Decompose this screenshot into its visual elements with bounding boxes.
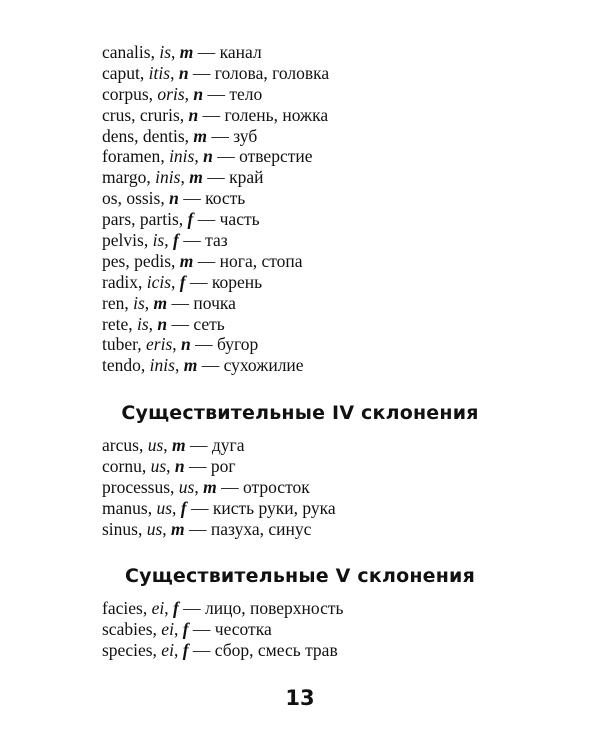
entry-gender: f <box>182 618 189 639</box>
entry-translation: край <box>229 167 264 188</box>
entry-lemma: processus <box>102 476 171 497</box>
entry-genitive: ossis <box>126 188 161 209</box>
entry-translation: голова, головка <box>214 62 330 83</box>
entry-genitive: is <box>136 313 149 334</box>
entry-translation: сбор, смесь трав <box>214 639 338 660</box>
entry-genitive: inis <box>149 355 175 376</box>
dictionary-entry: canalis, is, m — канал <box>102 42 262 62</box>
entry-genitive: partis <box>139 209 179 230</box>
entry-translation: тело <box>229 83 263 104</box>
entry-gender: n <box>174 455 185 476</box>
dictionary-entry: scabies, ei, f — чесотка <box>102 618 272 639</box>
entry-gender: f <box>187 209 194 230</box>
entry-gender: m <box>171 518 185 539</box>
dictionary-entry: facies, ei, f — лицо, поверхность <box>102 598 344 618</box>
dictionary-entry: pars, partis, f — часть <box>102 209 260 230</box>
entry-translation: чесотка <box>214 618 272 639</box>
entry-genitive: cruris <box>139 104 180 125</box>
entry-genitive: us <box>147 435 164 455</box>
dictionary-entry: pes, pedis, m — нога, стопа <box>102 250 303 271</box>
dictionary-entry: cornu, us, n — рог <box>102 455 236 476</box>
dictionary-entry: dens, dentis, m — зуб <box>102 125 258 146</box>
entry-gender: m <box>203 476 217 497</box>
entry-translation: корень <box>211 271 263 292</box>
entry-lemma: ren <box>102 292 125 313</box>
entry-lemma: canalis <box>102 42 151 62</box>
entry-translation: отверстие <box>239 146 313 167</box>
entry-lemma: species <box>102 639 153 660</box>
entry-gender: m <box>172 435 186 455</box>
declension-4-entries <box>102 435 336 539</box>
entry-translation: отросток <box>242 476 310 497</box>
page-number: 13 <box>285 686 315 710</box>
dictionary-entry: species, ei, f — сбор, смесь трав <box>102 639 338 660</box>
entry-genitive: itis <box>148 62 171 83</box>
entry-lemma: manus <box>102 497 148 518</box>
dictionary-entry: arcus, us, m — дуга <box>102 435 245 455</box>
entry-translation: кость <box>205 188 246 209</box>
entry-lemma: corpus <box>102 83 149 104</box>
entry-gender: n <box>178 62 189 83</box>
entry-gender: f <box>182 639 189 660</box>
entry-translation: канал <box>219 42 262 62</box>
entry-translation: сухожилие <box>223 355 304 376</box>
entry-translation: сеть <box>193 313 225 334</box>
entry-gender: n <box>181 334 191 355</box>
entry-translation: пазуха, синус <box>210 518 312 539</box>
entry-lemma: crus <box>102 104 132 125</box>
dictionary-entry: processus, us, m — отросток <box>102 476 310 497</box>
dictionary-entry: rete, is, n — сеть <box>102 313 225 334</box>
entry-lemma: tendo <box>102 355 141 376</box>
entry-gender: m <box>193 125 208 146</box>
entry-genitive: us <box>146 518 163 539</box>
entry-translation: лицо, поверхность <box>205 598 344 618</box>
entry-lemma: pelvis <box>102 230 144 251</box>
entry-genitive: eris <box>146 334 173 355</box>
dictionary-entry: sinus, us, m — пазуха, синус <box>102 518 312 539</box>
entry-genitive: is <box>152 230 165 251</box>
entry-gender: m <box>179 250 194 271</box>
entry-translation: бугор <box>217 334 259 355</box>
declension-3-entries <box>102 42 329 376</box>
dictionary-entry: os, ossis, n — кость <box>102 188 246 209</box>
entry-genitive: pedis <box>134 250 172 271</box>
dictionary-entry: corpus, oris, n — тело <box>102 83 263 104</box>
entry-lemma: cornu <box>102 455 142 476</box>
entry-genitive: us <box>178 476 195 497</box>
entry-genitive: ei <box>161 618 174 639</box>
entry-lemma: pes <box>102 250 126 271</box>
entry-lemma: rete <box>102 313 129 334</box>
entry-gender: f <box>172 598 179 618</box>
entry-translation: дуга <box>211 435 245 455</box>
declension-5-entries <box>102 598 344 661</box>
entry-genitive: ei <box>161 639 174 660</box>
entry-genitive: is <box>133 292 145 313</box>
entry-translation: почка <box>193 292 236 313</box>
entry-genitive: inis <box>169 146 195 167</box>
entry-translation: часть <box>219 209 260 230</box>
entry-gender: m <box>183 355 198 376</box>
dictionary-entry: manus, us, f — кисть руки, рука <box>102 497 336 518</box>
entry-gender: f <box>179 271 186 292</box>
dictionary-entry: ren, is, m — почка <box>102 292 236 313</box>
dictionary-entry: tuber, eris, n — бугор <box>102 334 259 355</box>
dictionary-entry: tendo, inis, m — сухожилие <box>102 355 304 376</box>
declension-4-heading: Существительные IV склонения <box>121 402 479 424</box>
entry-lemma: pars <box>102 209 132 230</box>
dictionary-entry: foramen, inis, n — отверстие <box>102 146 313 167</box>
dictionary-entry: radix, icis, f — корень <box>102 271 263 292</box>
entry-lemma: arcus <box>102 435 139 455</box>
entry-translation: нога, стопа <box>219 250 303 271</box>
entry-translation: голень, ножка <box>224 104 329 125</box>
entry-gender: f <box>173 230 179 251</box>
entry-genitive: us <box>156 497 173 518</box>
entry-lemma: margo <box>102 167 147 188</box>
entry-gender: n <box>193 83 204 104</box>
entry-lemma: foramen <box>102 146 161 167</box>
entry-lemma: scabies <box>102 618 153 639</box>
entry-genitive: icis <box>146 271 172 292</box>
entry-genitive: ei <box>151 598 165 618</box>
entry-lemma: caput <box>102 62 140 83</box>
entry-genitive: oris <box>157 83 185 104</box>
entry-lemma: radix <box>102 271 138 292</box>
entry-gender: m <box>153 292 168 313</box>
entry-genitive: is <box>159 42 172 62</box>
entry-translation: рог <box>210 455 236 476</box>
entry-genitive: inis <box>155 167 181 188</box>
entry-gender: f <box>180 497 187 518</box>
entry-gender: n <box>169 188 179 209</box>
entry-translation: кисть руки, рука <box>212 497 336 518</box>
dictionary-entry: crus, cruris, n — голень, ножка <box>102 104 329 125</box>
declension-5-heading: Существительные V склонения <box>125 565 475 587</box>
dictionary-entry: pelvis, is, f — таз <box>102 230 228 251</box>
entry-gender: n <box>157 313 168 334</box>
dictionary-entry: caput, itis, n — голова, головка <box>102 62 330 83</box>
entry-lemma: tuber <box>102 334 138 355</box>
entry-lemma: dens <box>102 125 135 146</box>
entry-gender: m <box>189 167 203 188</box>
entry-lemma: sinus <box>102 518 138 539</box>
dictionary-entry: margo, inis, m — край <box>102 167 264 188</box>
entry-lemma: facies <box>102 598 143 618</box>
entry-gender: n <box>188 104 199 125</box>
entry-translation: таз <box>205 230 228 251</box>
entry-genitive: us <box>150 455 167 476</box>
entry-gender: n <box>203 146 213 167</box>
entry-genitive: dentis <box>142 125 185 146</box>
entry-translation: зуб <box>233 125 258 146</box>
entry-lemma: os <box>102 188 118 209</box>
entry-gender: m <box>179 42 194 62</box>
